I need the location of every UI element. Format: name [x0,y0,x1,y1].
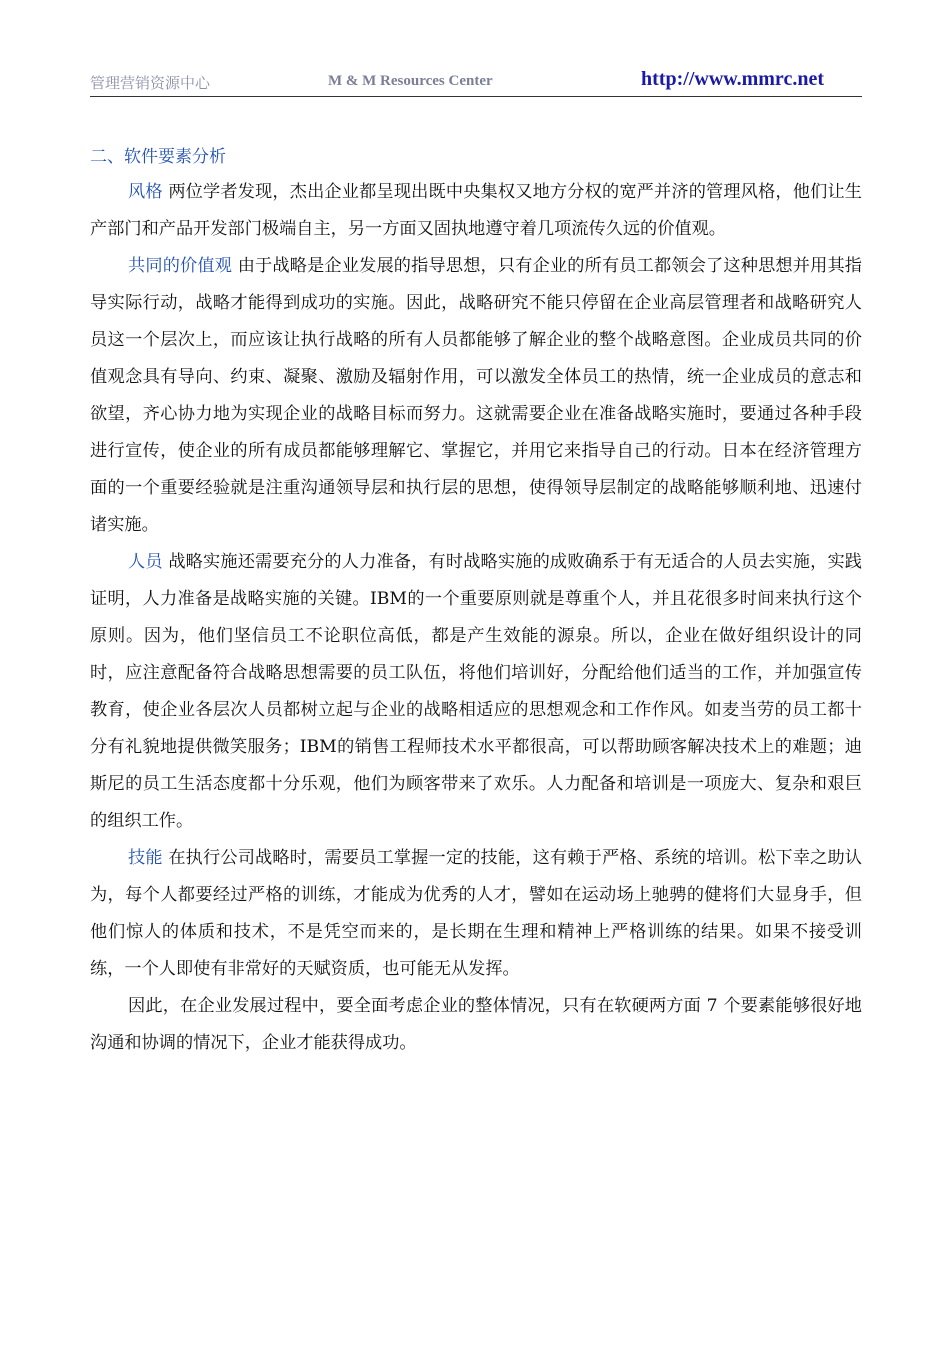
paragraph-style [90,174,862,248]
document-body [90,140,862,1062]
page-header [90,68,862,97]
paragraph-skills [90,840,862,988]
header-org-cn: 管理营销资源中心 [90,74,211,92]
paragraph-staff [90,544,862,840]
paragraph-keyword: 风格 [128,182,163,202]
paragraph-keyword: 共同的价值观 [128,256,233,276]
paragraph-conclusion [90,988,862,1062]
paragraph-keyword: 人员 [128,552,163,572]
header-org-en: M & M Resources Center [328,73,493,89]
paragraph-text: 由于战略是企业发展的指导思想，只有企业的所有员工都领会了这种思想并用其指导实际行动，战略才能得到成功的实施。因此，战略研究不能只停留在企业高层管理者和战略研究人员这一个层次上，而应该让执行战略的所有人员都能够了解企业的整个战略意图。企业成员共同的价值观念具有导向、约束、凝聚、激励及辐射作用，可以激发全体员工的热情，统一企业成员的意志和欲望，齐心协力地为实现企业的战略目标而努力。这就需要企业在准备战略实施时，要通过各种手段进行宣传，使企业的所有成员都能够理解它、掌握它，并用它来指导自己的行动。日本在经济管理方面的一个重要经验就是注重沟通领导层和执行层的思想，使得领导层制定的战略能够顺利地、迅速付诸实施。 [90,256,862,535]
header-url-link[interactable]: http://www.mmrc.net [641,68,824,90]
paragraph-shared-values [90,248,862,544]
paragraph-text: 战略实施还需要充分的人力准备，有时战略实施的成败确系于有无适合的人员去实施，实践证明，人力准备是战略实施的关键。IBM的一个重要原则就是尊重个人，并且花很多时间来执行这个原则。因为，他们坚信员工不论职位高低，都是产生效能的源泉。所以，企业在做好组织设计的同时，应注意配备符合战略思想需要的员工队伍，将他们培训好，分配给他们适当的工作，并加强宣传教育，使企业各层次人员都树立起与企业的战略相适应的思想观念和工作作风。如麦当劳的员工都十分有礼貌地提供微笑服务；IBM的销售工程师技术水平都很高，可以帮助顾客解决技术上的难题；迪斯尼的员工生活态度都十分乐观，他们为顾客带来了欢乐。人力配备和培训是一项庞大、复杂和艰巨的组织工作。 [90,552,862,831]
paragraph-text: 两位学者发现，杰出企业都呈现出既中央集权又地方分权的宽严并济的管理风格，他们让生产部门和产品开发部门极端自主，另一方面又固执地遵守着几项流传久远的价值观。 [90,182,862,239]
paragraph-text: 因此，在企业发展过程中，要全面考虑企业的整体情况，只有在软硬两方面 7 个要素能够很好地沟通和协调的情况下，企业才能获得成功。 [90,996,862,1053]
section-title: 二、软件要素分析 [90,147,226,167]
paragraph-text: 在执行公司战略时，需要员工掌握一定的技能，这有赖于严格、系统的培训。松下幸之助认为，每个人都要经过严格的训练，才能成为优秀的人才，譬如在运动场上驰骋的健将们大显身手，但他们惊人的体质和技术，不是凭空而来的，是长期在生理和精神上严格训练的结果。如果不接受训练，一个人即使有非常好的天赋资质，也可能无从发挥。 [90,848,862,979]
paragraph-keyword: 技能 [128,848,163,868]
